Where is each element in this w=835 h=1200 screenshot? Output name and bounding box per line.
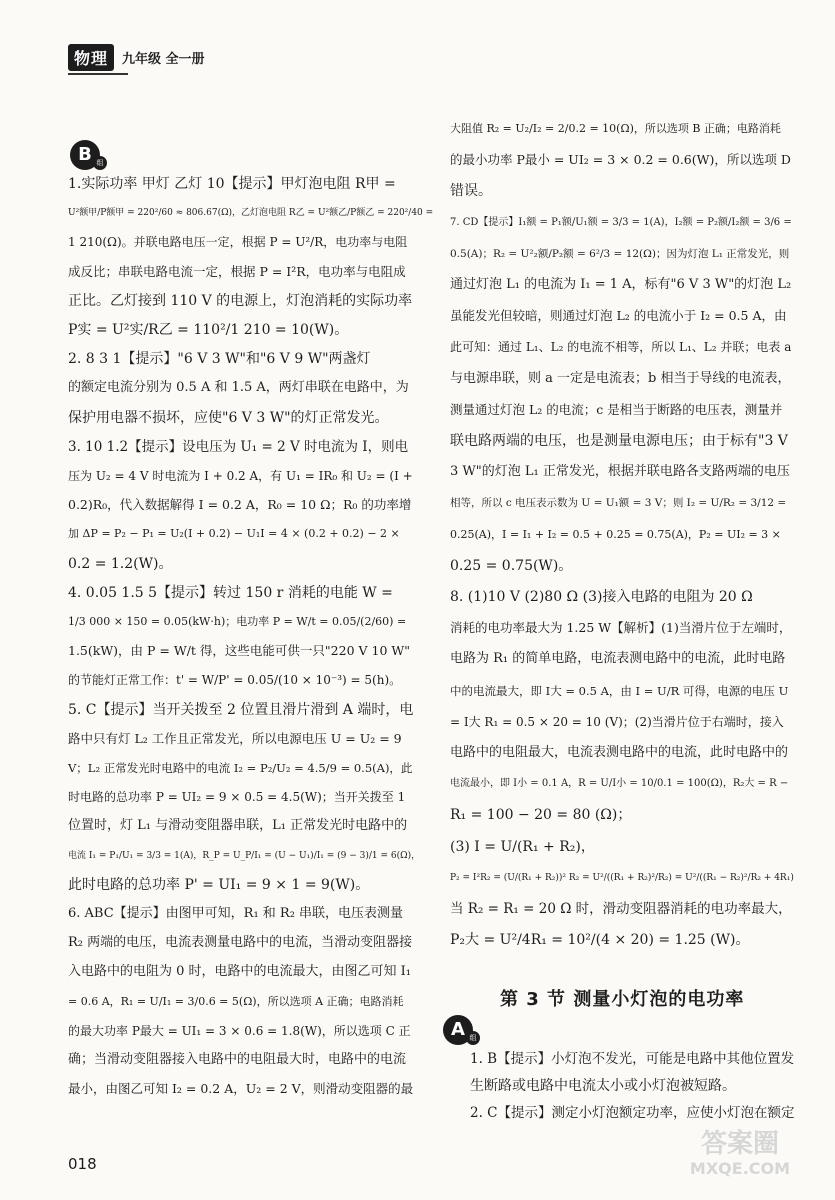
left-text-line: 的额定电流分别为 0.5 A 和 1.5 A，两灯串联在电路中，为: [68, 380, 409, 396]
a-group-tail: 组: [466, 1031, 480, 1045]
right-text-line: 此可知：通过 L₁、L₂ 的电流不相等，所以 L₁、L₂ 并联；电表 a: [450, 340, 792, 355]
right-text-line: 8. (1)10 V (2)80 Ω (3)接入电路的电阻为 20 Ω: [450, 589, 753, 605]
left-text-line: 的最大功率 P最大 = UI₁ = 3 × 0.6 = 1.8(W)，所以选项 C 正: [68, 1023, 411, 1038]
b-group-tail: 组: [93, 156, 107, 170]
left-text-line: 成反比；串联电路电流一定，根据 P = I²R，电功率与电阻成: [68, 263, 406, 279]
left-text-line: 6. ABC【提示】由图甲可知，R₁ 和 R₂ 串联，电压表测量: [68, 906, 404, 921]
left-text-line: 1 210(Ω)。并联电路电压一定，根据 P = U²/R，电功率与电阻: [68, 235, 408, 250]
right-text-line: 0.5(A)；R₂ = U²₂额/P₂额 = 6²/3 = 12(Ω)；因为灯泡 L₁ 正常发光，则: [450, 247, 790, 260]
left-text-line: 路中只有灯 L₂ 工作且正常发光，所以电源电压 U = U₂ = 9: [68, 730, 402, 746]
left-text-line: U²额甲/P额甲 = 220²/60 ≈ 806.67(Ω)，乙灯泡电阻 R乙 = U²额乙/P额乙 = 220²/40 =: [68, 208, 434, 219]
page-header: [68, 44, 205, 70]
left-text-line: 正比。乙灯接到 110 V 的电源上，灯泡消耗的实际功率: [68, 292, 413, 309]
watermark-bottom-text: MXQE.COM: [689, 1159, 791, 1178]
left-text-line: 保护用电器不损坏，应使"6 V 3 W"的灯正常发光。: [68, 409, 389, 426]
left-text-line: 电流 I₁ = P₁/U₁ = 3/3 = 1(A)，R_P = U_P/I₁ = (U − U₁)/I₁ = (9 − 3)/1 = 6(Ω)，: [68, 850, 421, 861]
right-text-line: 中的电流最大，即 I大 = 0.5 A，由 I = U/R 可得，电源的电压 U: [450, 683, 789, 698]
right-text-line: 电流最小，即 I小 = 0.1 A，R = U/I小 = 10/0.1 = 100(Ω)，R₂大 = R −: [450, 778, 789, 790]
right-text-line: 电路中的电阻最大，电流表测电路中的电流，此时电路中的: [450, 745, 789, 760]
header-rule: [68, 73, 128, 75]
left-text-line: 1.实际功率 甲灯 乙灯 10【提示】甲灯泡电阻 R甲 =: [68, 176, 396, 192]
right-text-line: 联电路两端的电压，也是测量电源电压；由于标有"3 V: [450, 433, 788, 449]
b-group-badge: B: [70, 140, 100, 170]
right-text-line: 0.25(A)，I = I₁ + I₂ = 0.5 + 0.25 = 0.75(A)，P₂ = UI₂ = 3 ×: [450, 527, 781, 541]
right-text-line: 通过灯泡 L₁ 的电流为 I₁ = 1 A，标有"6 V 3 W"的灯泡 L₂: [450, 277, 792, 292]
left-text-line: 4. 0.05 1.5 5【提示】转过 150 r 消耗的电能 W =: [68, 584, 393, 601]
left-text-line: 0.2 = 1.2(W)。: [68, 555, 173, 572]
left-text-line: 此时电路的总功率 P' = UI₁ = 9 × 1 = 9(W)。: [68, 876, 370, 893]
left-text-line: 时电路的总功率 P = UI₂ = 9 × 0.5 = 4.5(W)；当开关拨至 1: [68, 790, 406, 805]
right-text-line: 大阻值 R₂ = U₂/I₂ = 2/0.2 = 10(Ω)，所以选项 B 正确；电路消耗: [450, 122, 781, 135]
a-group-badge: A: [443, 1015, 473, 1045]
a-group-text-line: 2. C【提示】测定小灯泡额定功率，应使小灯泡在额定: [470, 1105, 795, 1121]
grade-label: 九年级 全一册: [122, 51, 205, 67]
right-text-line: = I大 R₁ = 0.5 × 20 = 10 (V)；(2)当滑片位于右端时，接入: [450, 714, 784, 729]
right-text-line: 3 W"的灯泡 L₁ 正常发光，根据并联电路各支路两端的电压: [450, 464, 790, 480]
right-text-line: 的最小功率 P最小 = UI₂ = 3 × 0.2 = 0.6(W)，所以选项 D: [450, 152, 791, 168]
page-number: 018: [68, 1155, 97, 1173]
left-text-line: 5. C【提示】当开关拨至 2 位置且滑片滑到 A 端时，电: [68, 701, 414, 718]
left-text-line: 0.2)R₀，代入数据解得 I = 0.2 A，R₀ = 10 Ω；R₀ 的功率增: [68, 497, 412, 513]
left-text-line: 1.5(kW)，由 P = W/t 得，这些电能可供一只"220 V 10 W": [68, 643, 410, 659]
right-text-line: P₂ = I²R₂ = (U/(R₁ + R₂))² R₂ = U²/((R₁ + R₂)²/R₂) = U²/((R₁ − R₂)²/R₂ + 4R₁): [450, 872, 794, 883]
right-text-line: 虽能发光但较暗，则通过灯泡 L₂ 的电流小于 I₂ = 0.5 A，由: [450, 308, 787, 324]
right-text-line: 消耗的电功率最大为 1.25 W【解析】(1)当滑片位于左端时，: [450, 620, 792, 636]
right-text-line: 0.25 = 0.75(W)。: [450, 557, 573, 574]
left-text-line: 确；当滑动变阻器接入电路中的电阻最大时，电路中的电流: [68, 1052, 407, 1067]
left-text-line: 加 ΔP = P₂ − P₁ = U₂(I + 0.2) − U₁I = 4 × (0.2 + 0.2) − 2 ×: [68, 527, 400, 541]
left-text-line: P实 = U²实/R乙 = 110²/1 210 = 10(W)。: [68, 322, 349, 338]
left-text-line: 入电路中的电阻为 0 时，电路中的电流最大，由图乙可知 I₁: [68, 964, 412, 980]
right-text-line: 相等，所以 c 电压表示数为 U = U₁额 = 3 V；则 I₂ = U/R₂ = 3/12 =: [450, 497, 787, 510]
section-title: 第 3 节 测量小灯泡的电功率: [500, 989, 745, 1010]
left-text-line: R₂ 两端的电压，电流表测量电路中的电流，当滑动变阻器接: [68, 935, 413, 951]
left-text-line: 位置时，灯 L₁ 与滑动变阻器串联，L₁ 正常发光时电路中的: [68, 818, 408, 834]
left-text-line: = 0.6 A，R₁ = U/I₁ = 3/0.6 = 5(Ω)，所以选项 A 正确；电路消耗: [68, 994, 404, 1008]
left-text-line: V；L₂ 正常发光时电路中的电流 I₂ = P₂/U₂ = 4.5/9 = 0.5(A)，此: [68, 761, 413, 775]
watermark-logo: [665, 1122, 815, 1182]
watermark-top-text: 答案圈: [700, 1129, 780, 1159]
right-text-line: P₂大 = U²/4R₁ = 10²/(4 × 20) = 1.25 (W)。: [450, 932, 750, 949]
right-text-line: R₁ = 100 − 20 = 80 (Ω)；: [450, 807, 632, 824]
right-text-line: 测量通过灯泡 L₂ 的电流；c 是相当于断路的电压表，测量并: [450, 401, 783, 417]
right-text-line: 当 R₂ = R₁ = 20 Ω 时，滑动变阻器消耗的电功率最大，: [450, 901, 792, 917]
left-text-line: 3. 10 1.2【提示】设电压为 U₁ = 2 V 时电流为 I，则电: [68, 438, 409, 455]
right-text-line: 7. CD【提示】I₁额 = P₁额/U₁额 = 3/3 = 1(A)，I₂额 = P₂额/I₂额 = 3/6 =: [450, 216, 792, 228]
left-text-line: 的节能灯正常工作：t' = W/P' = 0.05/(10 × 10⁻³) = 5(h)。: [68, 673, 402, 688]
subject-logo: 物理: [68, 44, 114, 71]
left-text-line: 2. 8 3 1【提示】"6 V 3 W"和"6 V 9 W"两盏灯: [68, 351, 371, 368]
right-text-line: 电路为 R₁ 的简单电路，电流表测电路中的电流，此时电路: [450, 651, 786, 667]
left-text-line: 1/3 000 × 150 = 0.05(kW·h)；电功率 P = W/t = 0.05/(2/60) =: [68, 615, 407, 628]
right-text-line: (3) I = U/(R₁ + R₂)，: [450, 838, 595, 855]
right-text-line: 与电源串联，则 a 一定是电流表；b 相当于导线的电流表，: [450, 370, 791, 386]
left-text-line: 最小，由图乙可知 I₂ = 0.2 A，U₂ = 2 V，则滑动变阻器的最: [68, 1081, 414, 1097]
left-text-line: 压为 U₂ = 4 V 时电流为 I + 0.2 A，有 U₁ = IR₀ 和 U₂ = (I +: [68, 469, 413, 483]
a-group-text-line: 生断路或电路中电流太小或小灯泡被短路。: [470, 1078, 736, 1094]
a-group-text-line: 1. B【提示】小灯泡不发光，可能是电路中其他位置发: [470, 1051, 795, 1067]
right-text-line: 错误。: [450, 183, 492, 200]
